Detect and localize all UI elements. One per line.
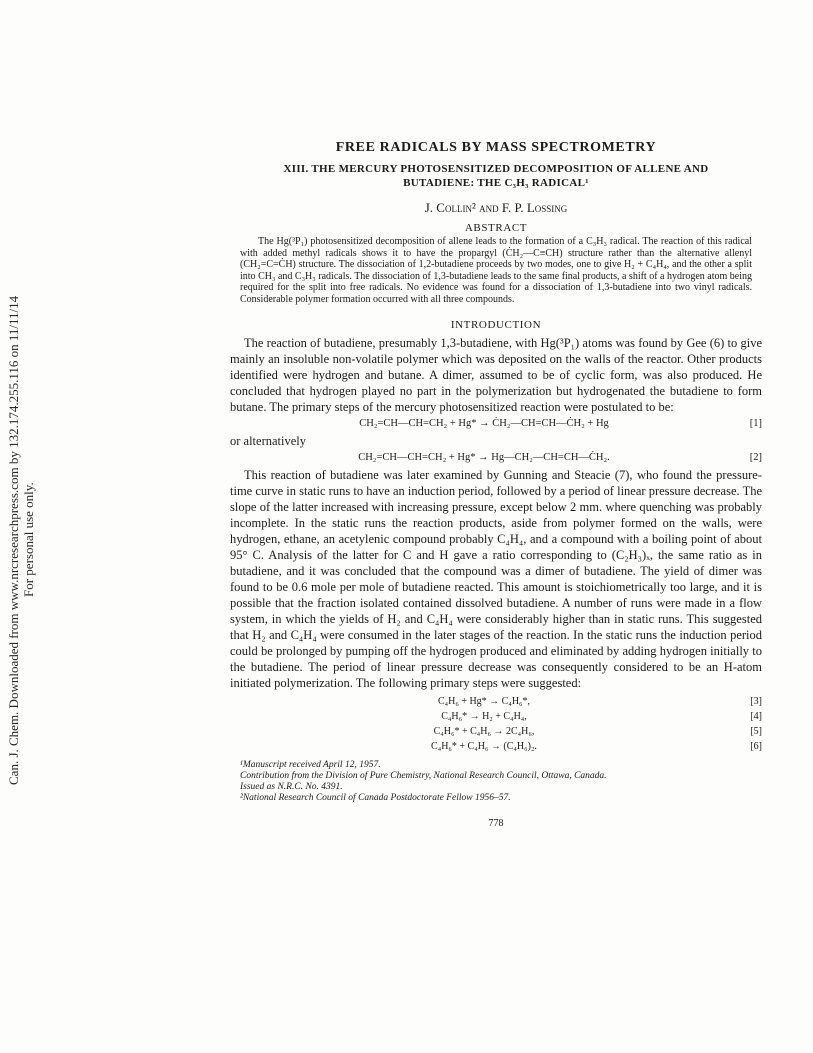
equation-1 xyxy=(230,416,762,432)
page-number: 778 xyxy=(488,818,504,829)
step-number: [3] xyxy=(750,696,762,707)
step-equation xyxy=(230,725,762,739)
primary-steps xyxy=(230,695,762,754)
step-equation xyxy=(230,710,762,724)
step-number: [5] xyxy=(750,726,762,737)
authors: J. Collin² and F. P. Lossing xyxy=(424,200,568,215)
abstract-text: The Hg(³P₁) photosensitized decomposition of allene leads to the formation of a C₃H₃ radical. The reaction of this radical with added methyl radicals shows it to have the propargyl (ĊH₂—C≡CH) structure rather than the alternative allenyl (CH₂=C=ĊH) structure. The dissociation of 1,2-butadiene proceeds by two modes, one to give H₂ + C₄H₄, and the other a split into CH₃ and C₃H₃ radicals. The dissociation of 1,3-butadiene leads to the same final products, a shift of a hydrogen atom being required for the split into free radicals. No evidence was found for a dissociation of 1,3-butadiene into two vinyl radicals. Considerable polymer formation occurred with all three compounds. xyxy=(240,236,752,305)
article-page xyxy=(230,140,762,829)
abstract-heading: ABSTRACT xyxy=(464,222,528,234)
step-expr: C₄H₆* → H₂ + C₄H₄, xyxy=(441,711,527,722)
step-expr: C₄H₆* + C₄H₆ → 2C₄H₆, xyxy=(433,726,535,737)
equation-2-expr: CH₂=CH—CH=CH₂ + Hg* → Hg—CH₂—CH=CH—ĊH₂. xyxy=(358,452,610,463)
subtitle-line-1: XIII. THE MERCURY PHOTOSENSITIZED DECOMPOSITION OF ALLENE AND xyxy=(283,163,709,175)
equation-1-expr: CH₂=CH—CH=CH₂ + Hg* → ĊH₂—CH=CH—ĊH₂ + Hg xyxy=(359,418,609,429)
download-notice-line2: For personal use only. xyxy=(21,482,36,598)
introduction-heading: INTRODUCTION xyxy=(450,319,542,331)
step-expr: C₄H₆* + C₄H₆ → (C₄H₆)₂. xyxy=(431,741,537,752)
step-equation xyxy=(230,740,762,754)
step-number: [6] xyxy=(750,741,762,752)
equation-2 xyxy=(230,450,762,466)
download-notice xyxy=(6,240,36,840)
download-notice-line1: Can. J. Chem. Downloaded from www.nrcresearchpress.com by 132.174.255.116 on 11/11/14 xyxy=(6,295,21,785)
footnote: Issued as N.R.C. No. 4391. xyxy=(240,782,343,792)
equation-2-number: [2] xyxy=(749,452,762,463)
step-equation xyxy=(230,695,762,709)
article-title: FREE RADICALS BY MASS SPECTROMETRY xyxy=(335,140,657,155)
equation-1-number: [1] xyxy=(749,418,762,429)
article-subtitle xyxy=(230,162,762,190)
footnotes xyxy=(230,760,762,804)
footnote: ²National Research Council of Canada Postdoctorate Fellow 1956–57. xyxy=(240,793,511,803)
step-number: [4] xyxy=(750,711,762,722)
subtitle-line-2: BUTADIENE: THE C₃H₃ RADICAL¹ xyxy=(403,177,589,189)
footnote: ¹Manuscript received April 12, 1957. xyxy=(240,760,381,770)
intro-paragraph-1: The reaction of butadiene, presumably 1,3-butadiene, with Hg(³P₁) atoms was found by Gee (6) to give mainly an insoluble non-volatile polymer which was deposited on the walls of the reactor. Other products identified were hydrogen and butane. A dimer, assumed to be of cyclic form, was also produced. He concluded that hydrogen played no part in the polymerization but hydrogenated the butadiene to form butane. The primary steps of the mercury photosensitized reaction were postulated to be: xyxy=(230,336,762,414)
or-alternatively: or alternatively xyxy=(230,434,307,448)
intro-paragraph-2: This reaction of butadiene was later examined by Gunning and Steacie (7), who found the pressure-time curve in static runs to have an induction period, followed by a period of linear pressure decrease. The slope of the latter increased with increasing pressure, except below 2 mm. where quenching was probably incomplete. In the static runs the reaction products, aside from polymer formed on the walls, were hydrogen, ethane, an acetylenic compound probably C₄H₄, and a compound with a boiling point of about 95° C. Analysis of the latter for C and H gave a ratio corresponding to (C₂H₃)ₓ, the same ratio as in butadiene, and it was concluded that the compound was a dimer of butadiene. The yield of dimer was found to be 0.6 mole per mole of butadiene reacted. This amount is stoichiometrically too large, and it is possible that the fraction isolated contained dissolved butadiene. A number of runs were made in a flow system, in which the yields of H₂ and C₄H₄ were considerably higher than in static runs. This suggested that H₂ and C₄H₄ were consumed in the later stages of the reaction. In the static runs the induction period could be prolonged by pumping off the hydrogen produced and eliminated by adding hydrogen initially to the butadiene. The period of linear pressure decrease was consequently considered to be an H-atom initiated polymerization. The following primary steps were suggested: xyxy=(230,468,762,690)
footnote: Contribution from the Division of Pure Chemistry, National Research Council, Ottawa, Canada. xyxy=(240,771,607,781)
step-expr: C₄H₆ + Hg* → C₄H₆*, xyxy=(437,696,531,707)
